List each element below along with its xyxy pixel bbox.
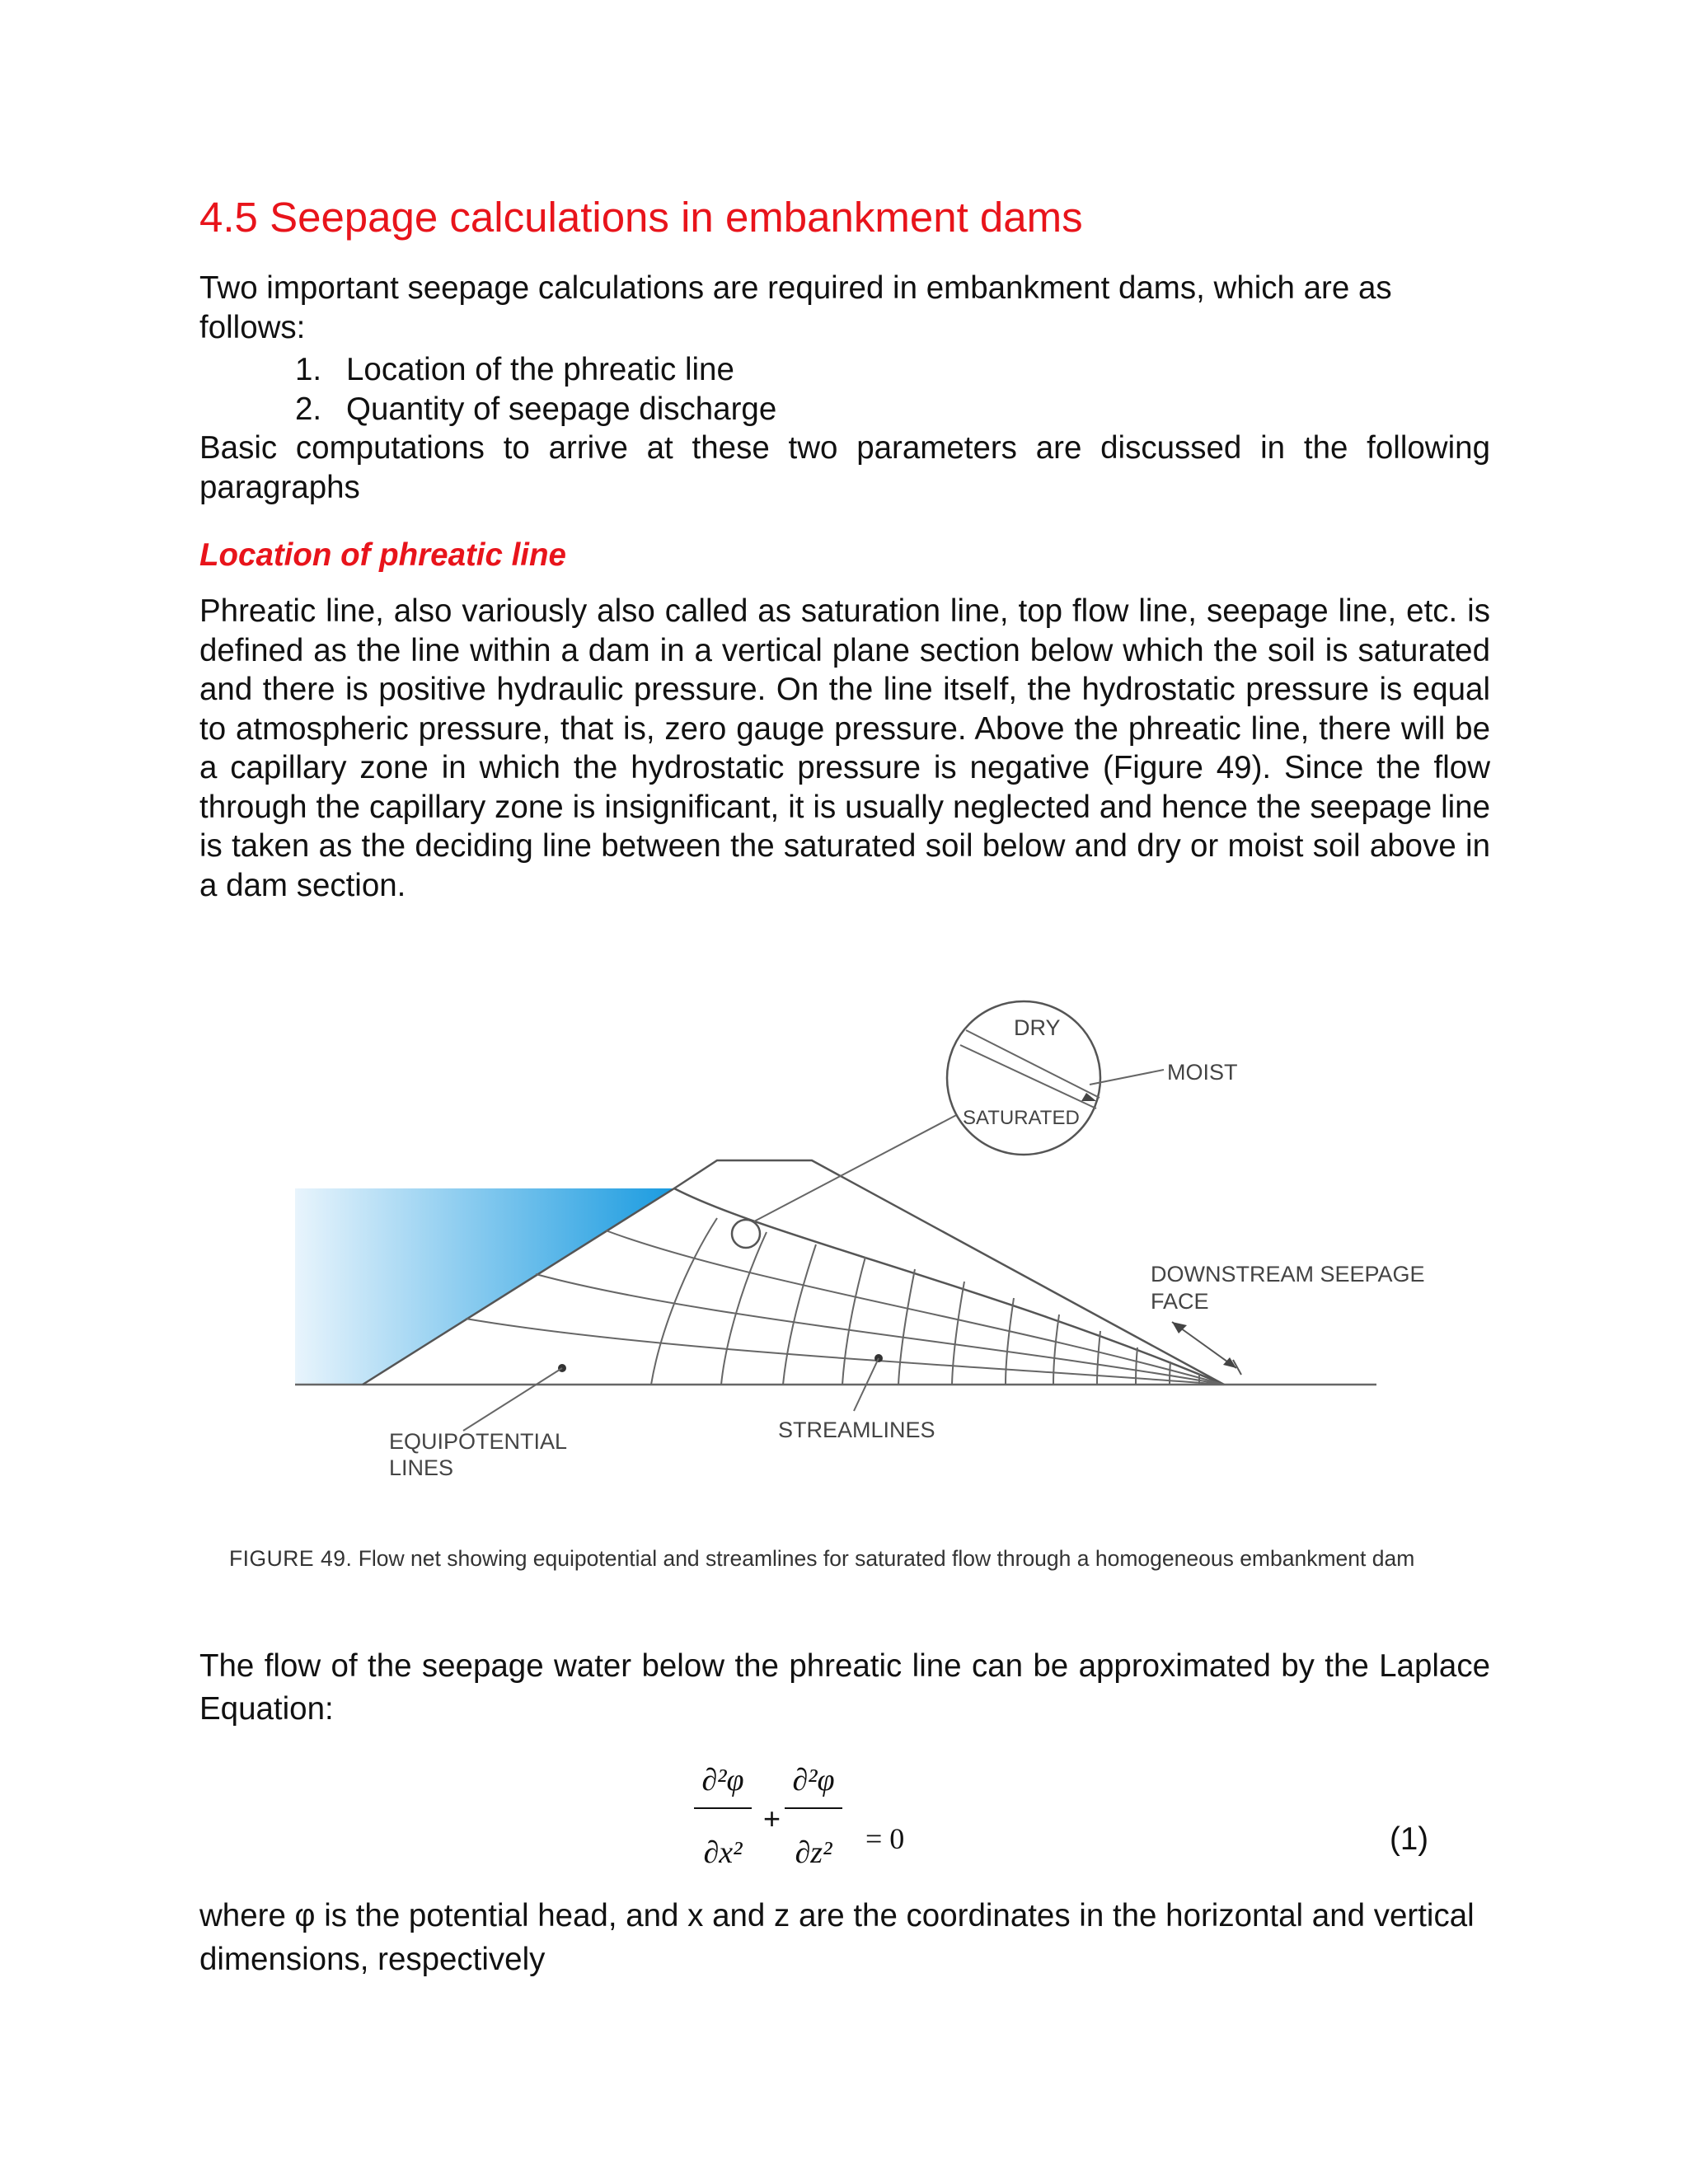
label-saturated: SATURATED (963, 1107, 1080, 1129)
equipotential-lines (651, 1218, 1199, 1385)
plus-sign: + (763, 1802, 781, 1835)
detail-leader (754, 1104, 977, 1221)
label-equipotential-1: EQUIPOTENTIAL (389, 1429, 568, 1454)
detail-circle-small (732, 1220, 760, 1248)
flow-net-figure (216, 931, 1502, 1599)
phreatic-line-paragraph: Phreatic line, also variously also called as saturation line, top flow line, seepage line, etc. is defined as the line within a dam in a vertical plane section below which the soil is saturated and there is positive hydraulic pressure. On the line itself, the hydrostatic pressure is equal to atmospheric pressure, that is, zero gauge pressure. Above the phreatic line, there will be a capillary zone in which the hydrostatic pressure is negative (Figure 49). Since the flow through the capillary zone is insignificant, it is usually neglected and hence the seepage line is taken as the deciding line between the saturated soil below and dry or moist soil above in a dam section. (199, 593, 1490, 903)
subsection-title: Location of phreatic line (199, 537, 566, 573)
equation-number: (1) (1390, 1821, 1429, 1857)
label-streamlines: STREAMLINES (778, 1418, 935, 1442)
caption-text: Flow net showing equipotential and streamlines for saturated flow through a homogeneous embankment dam (358, 1546, 1415, 1571)
calculation-list (295, 350, 776, 429)
laplace-equation (694, 1762, 941, 1886)
denominator-1: ∂x² (703, 1835, 743, 1870)
list-item (295, 390, 776, 429)
list-text: Quantity of seepage discharge (346, 391, 777, 427)
label-downstream-1: DOWNSTREAM SEEPAGE (1151, 1262, 1425, 1286)
after-list-paragraph: Basic computations to arrive at these two parameters are discussed in the following paragraphs (199, 430, 1490, 505)
equipotential-leader (463, 1368, 562, 1431)
label-dry: DRY (1014, 1015, 1061, 1040)
label-moist: MOIST (1167, 1060, 1238, 1085)
denominator-2: ∂z² (795, 1835, 832, 1870)
numerator-1: ∂²φ (701, 1763, 744, 1797)
caption-prefix: FIGURE 49. (229, 1546, 353, 1571)
reservoir-water (295, 1188, 674, 1385)
numerator-2: ∂²φ (792, 1763, 835, 1797)
label-downstream-2: FACE (1151, 1289, 1209, 1314)
label-equipotential-2: LINES (389, 1455, 454, 1480)
figure-caption (229, 1546, 1414, 1572)
intro-paragraph: Two important seepage calculations are required in embankment dams, which are as follows: (199, 270, 1392, 345)
equals-zero: = 0 (865, 1822, 905, 1855)
list-item (295, 350, 776, 390)
laplace-explanation: where φ is the potential head, and x and z are the coordinates in the horizontal and vertical dimensions, respectively (199, 1898, 1475, 1977)
laplace-intro: The flow of the seepage water below the phreatic line can be approximated by the Laplace Equation: (199, 1648, 1490, 1727)
fraction-bar-1 (694, 1807, 752, 1809)
fraction-bar-2 (785, 1807, 842, 1809)
list-text: Location of the phreatic line (346, 352, 734, 387)
list-number: 1. (295, 352, 322, 387)
section-title: 4.5 Seepage calculations in embankment dams (199, 194, 1083, 241)
phreatic-line (674, 1188, 1224, 1385)
list-number: 2. (295, 391, 322, 427)
